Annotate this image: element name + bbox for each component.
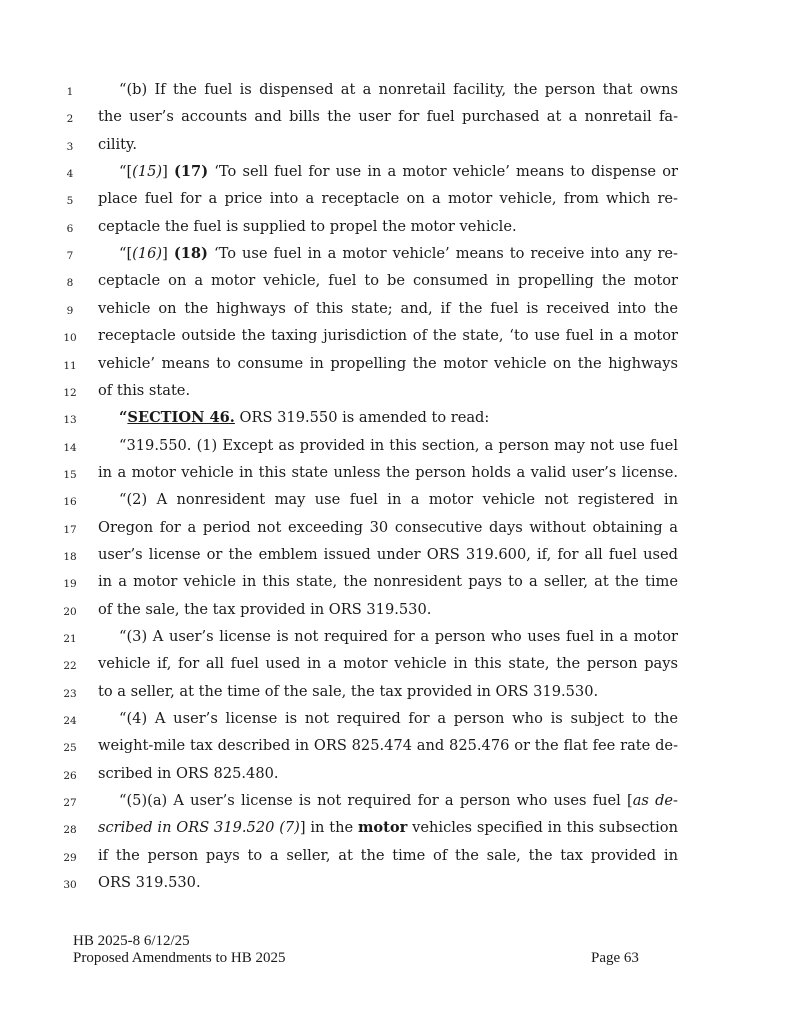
text-run: ceptacle on a motor vehicle, fuel to be consumed in propelling the motor <box>98 272 678 290</box>
text-run: receptacle outside the taxing jurisdiction of the state, ‘to use fuel in a motor <box>98 327 678 345</box>
text-run: ] <box>162 163 174 181</box>
text-line <box>0 627 800 654</box>
text-run: vehicle if, for all fuel used in a motor vehicle in this state, the person pays <box>98 655 678 673</box>
line-number: 26 <box>63 769 77 782</box>
line-number: 30 <box>63 879 77 892</box>
line-text <box>98 299 678 319</box>
line-text <box>98 490 678 510</box>
line-number: 20 <box>63 605 77 618</box>
line-text <box>98 846 678 866</box>
text-line <box>0 682 800 709</box>
text-line <box>0 709 800 736</box>
line-number: 2 <box>66 113 74 126</box>
text-line <box>0 791 800 818</box>
text-line <box>0 600 800 627</box>
text-run: ‘To sell fuel for use in a motor vehicle’ means to dispense or <box>208 163 678 181</box>
text-run: cility. <box>98 135 137 153</box>
line-number: 10 <box>63 332 77 345</box>
text-run: to a seller, at the time of the sale, the tax provided in ORS 319.530. <box>98 682 599 700</box>
text-run: ceptacle the fuel is supplied to propel the motor vehicle. <box>98 217 517 235</box>
text-run: user’s license or the emblem issued under ORS 319.600, if, for all fuel used <box>98 545 678 563</box>
text-run: “(4) A user’s license is not required for a person who is subject to the <box>119 710 678 728</box>
text-run: place fuel for a price into a receptacle on a motor vehicle, from which re- <box>98 190 678 208</box>
line-text <box>98 627 678 647</box>
text-line <box>0 107 800 134</box>
line-text <box>98 244 678 264</box>
text-run: in a motor vehicle in this state, the nonresident pays to a seller, at the time <box>98 573 678 591</box>
line-number: 5 <box>66 195 74 208</box>
line-text <box>98 600 678 620</box>
text-line <box>0 271 800 298</box>
line-text <box>98 791 678 811</box>
text-line <box>0 381 800 408</box>
text-run: of this state. <box>98 381 191 399</box>
text-run: “(b) If the fuel is dispensed at a nonretail facility, the person that owns <box>119 81 678 98</box>
line-number: 21 <box>63 633 77 645</box>
line-text <box>98 572 678 592</box>
line-number: 7 <box>66 250 74 263</box>
text-run: scribed in ORS 825.480. <box>98 764 279 782</box>
line-number: 13 <box>63 414 77 427</box>
line-number: 27 <box>63 797 77 810</box>
text-run: “(5)(a) A user’s license is not required for a person who uses fuel [ <box>119 792 633 810</box>
line-number: 22 <box>63 660 77 673</box>
text-run: scribed in ORS 319.520 (7) <box>98 819 300 837</box>
text-line <box>0 408 800 435</box>
line-number: 3 <box>66 140 74 153</box>
line-number: 28 <box>63 824 77 837</box>
line-text <box>98 189 678 209</box>
page-number: Page 63 <box>591 950 639 966</box>
line-number: 29 <box>63 851 77 864</box>
text-run: weight-mile tax described in ORS 825.474 and 825.476 or the flat fee rate de- <box>98 737 678 755</box>
text-line <box>0 326 800 353</box>
text-run: ‘To use fuel in a motor vehicle’ means to receive into any re- <box>207 245 678 263</box>
line-text <box>98 135 678 155</box>
text-run: “ <box>119 409 128 427</box>
line-number: 9 <box>66 304 74 317</box>
line-text <box>98 217 678 237</box>
footer <box>73 933 673 967</box>
line-number: 18 <box>63 550 77 563</box>
text-line <box>0 80 800 107</box>
line-text <box>98 518 678 538</box>
text-run: of the sale, the tax provided in ORS 319.530. <box>98 600 432 618</box>
text-run: SECTION 46. <box>127 409 235 427</box>
text-run: “(3) A user’s license is not required for a person who uses fuel in a motor <box>119 628 678 645</box>
line-number: 1 <box>66 86 74 98</box>
line-text <box>98 545 678 565</box>
text-run: “(2) A nonresident may use fuel in a motor vehicle not registered in <box>119 491 678 509</box>
text-line <box>0 764 800 791</box>
line-text <box>98 654 678 674</box>
line-number: 14 <box>63 441 77 454</box>
text-run: (18) <box>173 245 208 263</box>
text-line <box>0 873 800 900</box>
footer-bill-id: HB 2025-8 6/12/25 <box>73 933 190 949</box>
line-number: 11 <box>63 359 77 372</box>
text-run: ] <box>162 245 174 263</box>
line-number: 16 <box>63 496 77 509</box>
text-line <box>0 490 800 517</box>
line-text <box>98 436 678 456</box>
line-text <box>98 463 678 483</box>
line-text <box>98 107 678 127</box>
text-run: the user’s accounts and bills the user for fuel purchased at a nonretail fa- <box>98 108 678 126</box>
line-number: 6 <box>66 222 74 235</box>
line-number: 12 <box>63 386 77 399</box>
line-text <box>98 709 678 729</box>
line-text <box>98 162 678 182</box>
text-line <box>0 189 800 216</box>
text-line <box>0 846 800 873</box>
text-run: ORS 319.550 is amended to read: <box>234 409 490 427</box>
line-number: 25 <box>63 742 77 755</box>
text-run: ORS 319.530. <box>98 874 201 892</box>
footer-title: Proposed Amendments to HB 2025 <box>73 950 286 966</box>
text-run: as de- <box>632 792 678 810</box>
text-line <box>0 354 800 381</box>
text-line <box>0 518 800 545</box>
text-line <box>0 217 800 244</box>
text-run: (16) <box>132 245 163 263</box>
line-text <box>98 408 678 428</box>
line-number: 15 <box>63 468 77 481</box>
text-line <box>0 818 800 845</box>
line-number: 19 <box>63 578 77 591</box>
text-run: (15) <box>132 163 163 181</box>
text-line <box>0 135 800 162</box>
text-line <box>0 736 800 763</box>
line-text <box>98 764 678 784</box>
text-run: Oregon for a period not exceeding 30 consecutive days without obtaining a <box>98 518 678 536</box>
line-number: 4 <box>66 168 74 181</box>
text-run: “[ <box>119 245 133 263</box>
text-run: motor <box>357 819 408 837</box>
text-line <box>0 572 800 599</box>
line-number: 17 <box>63 523 77 536</box>
line-number: 23 <box>63 687 77 700</box>
line-text <box>98 271 678 291</box>
text-run: “319.550. (1) Except as provided in this section, a person may not use fuel <box>119 436 678 454</box>
text-run: (17) <box>173 163 209 181</box>
line-text <box>98 682 678 702</box>
text-run: ] in the <box>299 819 358 837</box>
line-text <box>98 873 678 893</box>
text-line <box>0 244 800 271</box>
text-run: vehicles specified in this subsection <box>407 819 678 837</box>
text-line <box>0 654 800 681</box>
text-line <box>0 463 800 490</box>
line-text <box>98 326 678 346</box>
line-number: 24 <box>63 715 77 728</box>
text-run: vehicle on the highways of this state; and, if the fuel is received into the <box>98 299 678 317</box>
text-line <box>0 545 800 572</box>
text-line <box>0 436 800 463</box>
text-run: if the person pays to a seller, at the time of the sale, the tax provided in <box>98 846 678 864</box>
text-run: in a motor vehicle in this state unless the person holds a valid user’s license. <box>98 463 678 481</box>
text-run: vehicle’ means to consume in propelling the motor vehicle on the highways <box>98 354 678 372</box>
line-text <box>98 80 678 100</box>
line-text <box>98 818 678 838</box>
text-run: “[ <box>119 163 133 181</box>
line-text <box>98 381 678 401</box>
text-line <box>0 162 800 189</box>
line-text <box>98 354 678 374</box>
text-line <box>0 299 800 326</box>
line-number: 8 <box>66 277 74 290</box>
line-text <box>98 736 678 756</box>
